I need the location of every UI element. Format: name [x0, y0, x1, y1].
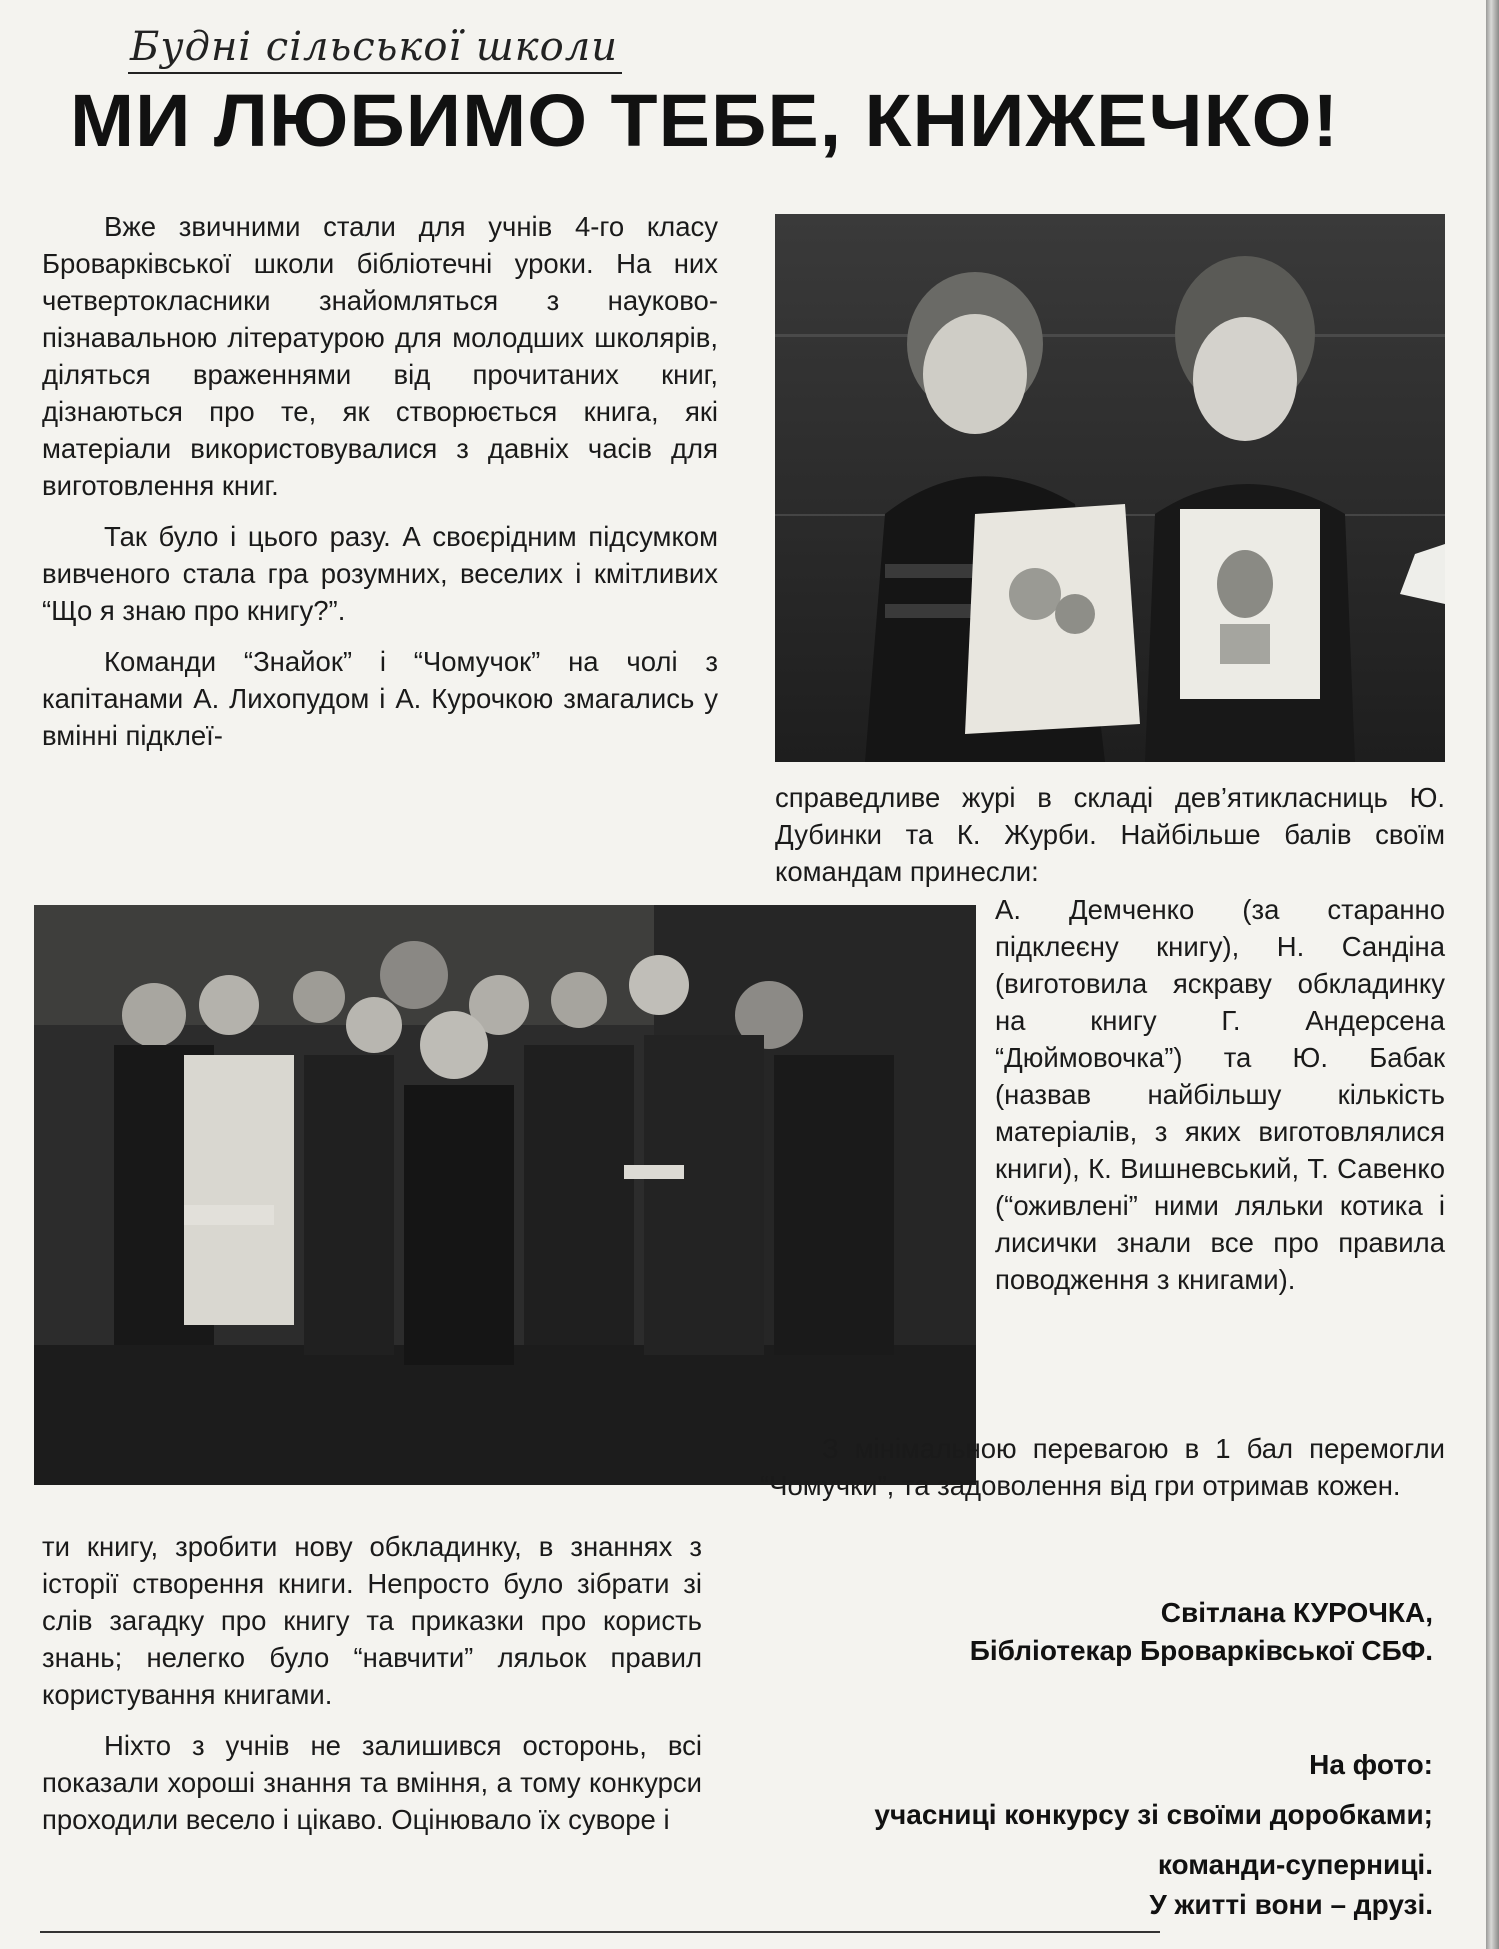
photo-two-girls-image [775, 214, 1445, 762]
paragraph-2: Так було і цього разу. А своєрідним підсумком вивченого стала гра розумних, веселих і кмітливих “Що я знаю про книгу?”. [42, 521, 718, 626]
paragraph-5: Ніхто з учнів не залишився осторонь, всі показали хороші знання та вміння, а тому конкурси проходили весело і цікаво. Оцінювало їх суворе і [42, 1730, 702, 1835]
caption-line-3: У житті вони – друзі. [1149, 1889, 1433, 1920]
paragraph-4: ти книгу, зробити нову обкладинку, в знаннях з історії створення книги. Непросто було зібрати зі слів загадку про книгу та приказки про користь знань; нелегко було “навчити” ляльок правил користування книгами. [42, 1531, 702, 1710]
section-rubric: Будні сільської школи [128, 24, 622, 74]
photo-teams-image [34, 905, 976, 1485]
column-1-bottom [42, 1528, 702, 1838]
paragraph-jury: справедливе журі в складі дев’ятикласниць Ю. Дубинки та К. Журби. Найбільше балів своїм командам принесли: [775, 782, 1445, 887]
author-signature [970, 1594, 1433, 1670]
caption-line-1: учасниці конкурсу зі своїми доробками; [874, 1799, 1433, 1830]
caption-label: На фото: [1309, 1749, 1433, 1780]
paragraph-result: З мінімальною перевагою в 1 бал перемогли “Чомучки”, та задоволення від гри отримав кожен. [760, 1433, 1445, 1501]
bottom-rule [40, 1931, 1160, 1933]
column-2-end [760, 1430, 1445, 1504]
paragraph-3: Команди “Знайок” і “Чомучок” на чолі з капітанами А. Лихопудом і А. Курочкою змагались у вмінні підклеї- [42, 646, 718, 751]
column-2-narrow [995, 891, 1445, 1298]
author-title: Бібліотекар Броварківської СБФ. [969, 1635, 1433, 1666]
column-1-top [42, 208, 718, 754]
paragraph-winners: А. Демченко (за старанно підклеєну книгу), Н. Сандіна (виготовила яскраву обкладинку на книгу Г. Андерсена “Дюймовочка”) та Ю. Бабак (назвав найбільшу кількість матеріалів, з яких виготовлялися книги), К. Вишневський, Т. Савенко (“оживлені” ними ляльки котика і лисички знали все про правила поводження з книгами). [995, 894, 1445, 1295]
paragraph-1: Вже звичними стали для учнів 4-го класу Броварківської школи бібліотечні уроки. На них четвертокласники знайомляться з науково-пізнавальною літературою для молодших школярів, діляться враженнями від прочитаних книг, дізнаються про те, як створюється книга, які матеріали використовувалися з давніх часів для виготовлення книг. [42, 211, 718, 501]
photo-caption [833, 1745, 1433, 1925]
author-name: Світлана КУРОЧКА, [1160, 1597, 1433, 1628]
article-headline: МИ ЛЮБИМО ТЕБЕ, КНИЖЕЧКО! [70, 79, 1340, 162]
photo-two-girls-with-books [775, 214, 1445, 762]
caption-line-2: команди-суперниці. [1157, 1849, 1433, 1880]
page-edge [1486, 0, 1499, 1949]
column-2-wide [775, 779, 1445, 890]
photo-teams [34, 905, 976, 1485]
